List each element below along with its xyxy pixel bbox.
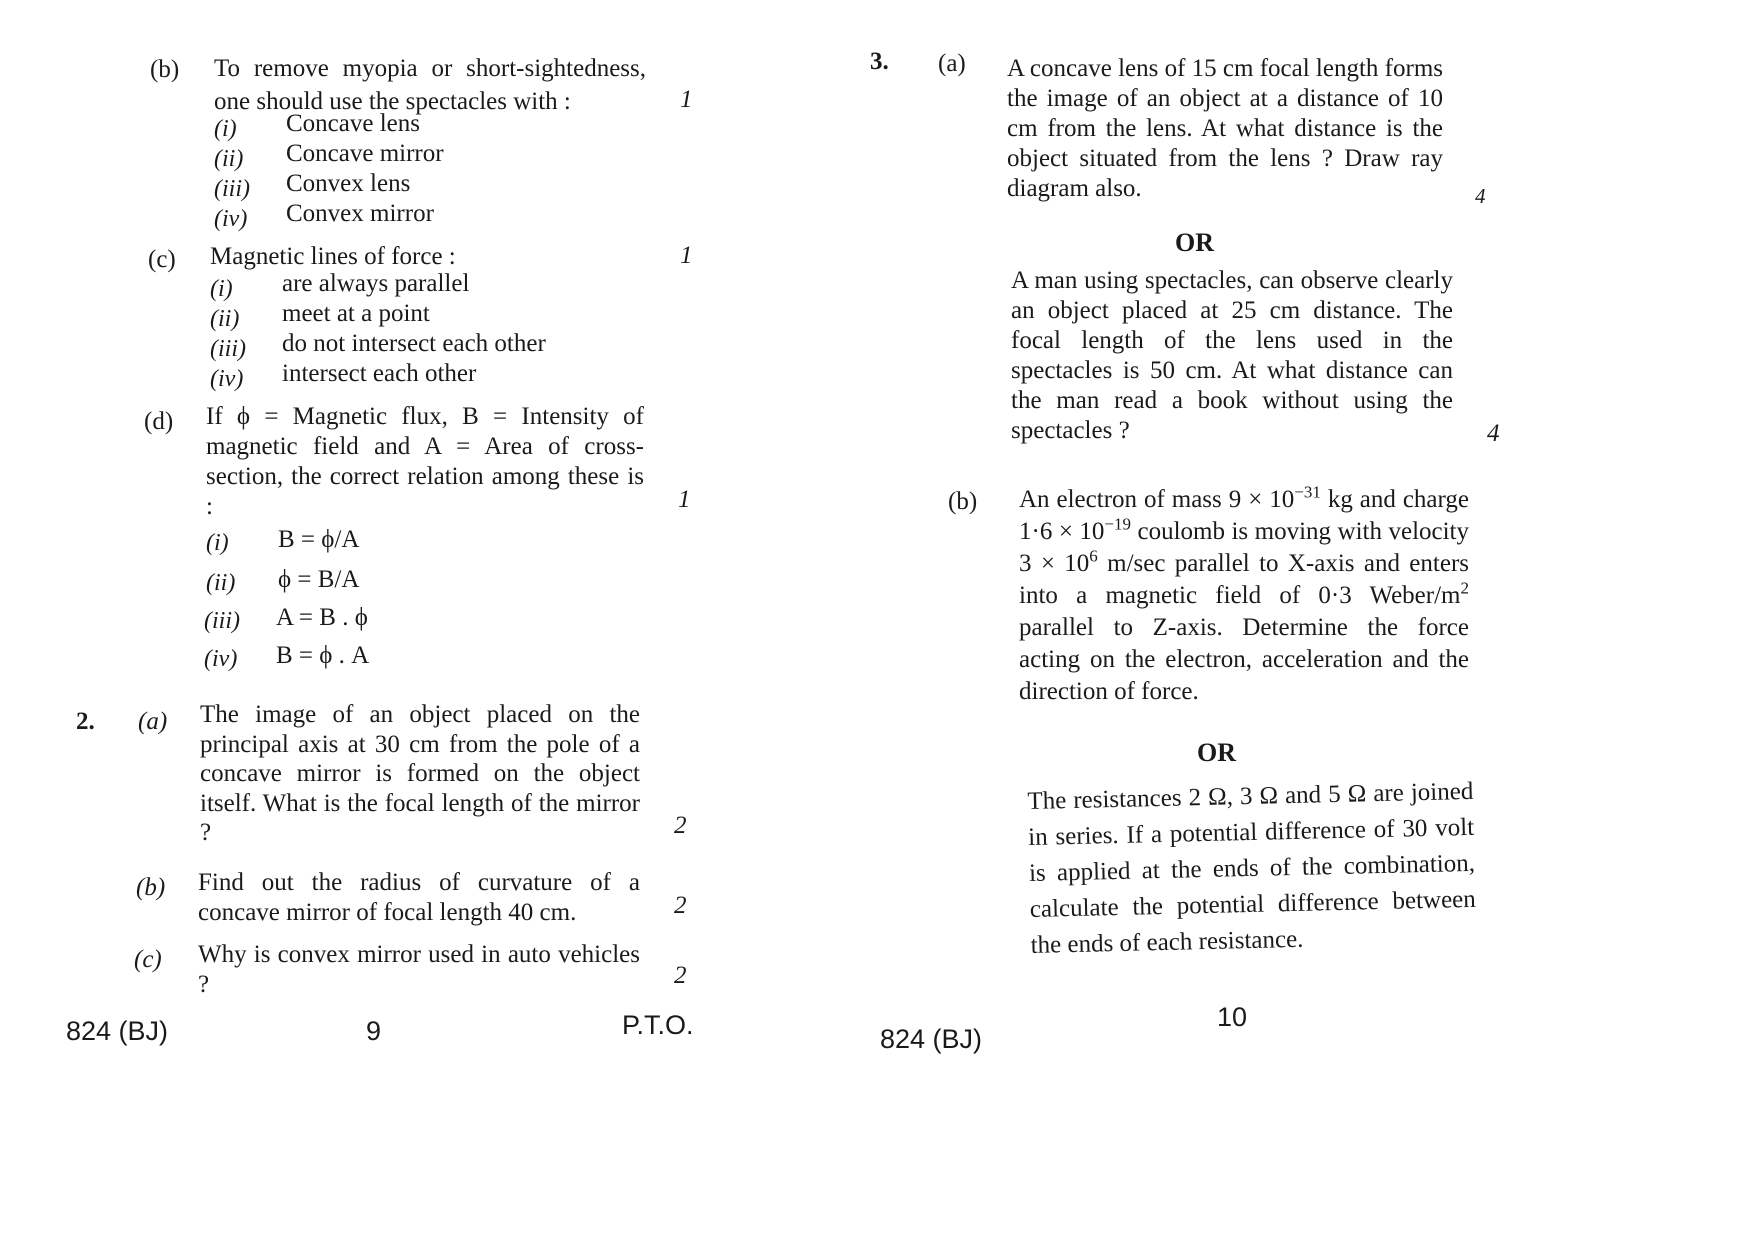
q2a-marks: 2 (674, 812, 687, 839)
q3a-or-heading: OR (1175, 228, 1214, 257)
q3b-text-part: coulomb is moving with velocity 3 × 10 (1019, 518, 1470, 577)
option-label: (iii) (210, 336, 246, 362)
q3b-exponent: 2 (1460, 578, 1469, 598)
option-label: (ii) (210, 306, 240, 332)
q2c-label: (c) (134, 946, 162, 973)
q2b-label: (b) (136, 874, 166, 901)
q1d-label: (d) (144, 408, 174, 435)
q3b-exponent: −31 (1294, 482, 1321, 502)
q1c-marks: 1 (680, 242, 693, 269)
q1d-marks: 1 (678, 486, 691, 513)
option-text: B = ϕ . A (276, 642, 370, 669)
q3b-exponent: 6 (1089, 546, 1098, 566)
option-label: (iv) (204, 646, 238, 672)
q2c-marks: 2 (674, 962, 687, 989)
option-label: (ii) (214, 146, 244, 172)
q3b-label: (b) (948, 488, 978, 515)
q3b-text-part: m/sec parallel to X-axis and enters into a magnetic field of 0·3 Weber/m (1019, 550, 1469, 609)
q3a-alt-marks: 4 (1487, 420, 1500, 447)
q3a-text: A concave lens of 15 cm focal length forms the image of an object at a distance of 10 cm from the lens. At what distance is the object situated from the lens ? Draw ray diagram also. (1007, 55, 1443, 202)
option-text: are always parallel (282, 270, 470, 297)
q1d-text: If ϕ = Magnetic flux, B = Intensity of magnetic field and A = Area of cross-section, the correct relation among these is : (206, 403, 644, 520)
option-label: (iv) (214, 206, 248, 232)
q3b-text-part: parallel to Z-axis. Determine the force acting on the electron, acceleration and the direction of force. (1019, 614, 1469, 705)
option-text: meet at a point (282, 300, 430, 327)
q2c-text: Why is convex mirror used in auto vehicles ? (198, 941, 640, 998)
option-text: intersect each other (282, 360, 477, 387)
option-text: Concave mirror (286, 140, 444, 167)
option-label: (iii) (204, 608, 240, 634)
right-page (870, 0, 1754, 1241)
q2b-text: Find out the radius of curvature of a concave mirror of focal length 40 cm. (198, 869, 640, 926)
q3b-text-part: An electron of mass 9 × 10 (1019, 486, 1295, 513)
option-label: (ii) (206, 570, 236, 596)
q3b-text (1019, 484, 1469, 708)
option-text: do not intersect each other (282, 330, 546, 357)
q3b-exponent: −19 (1104, 514, 1132, 534)
option-text: B = ϕ/A (278, 526, 360, 553)
q3b-alt-text: The resistances 2 Ω, 3 Ω and 5 Ω are joined in series. If a potential difference of 30 volt is applied at the ends of the combination, calculate the potential difference between the ends of each resistance. (1027, 777, 1477, 959)
q3b-or-heading: OR (1197, 738, 1236, 767)
option-label: (i) (210, 276, 233, 302)
option-text: Concave lens (286, 110, 420, 137)
q1b-text: To remove myopia or short-sightedness, one should use the spectacles with : (214, 55, 646, 115)
footer-pto: P.T.O. (622, 1010, 694, 1040)
q2b-marks: 2 (674, 892, 687, 919)
q2a-text: The image of an object placed on the principal axis at 30 cm from the pole of a concave mirror is formed on the object itself. What is the focal length of the mirror ? (200, 701, 640, 846)
option-text: Convex lens (286, 170, 411, 197)
option-label: (i) (214, 116, 237, 142)
option-text: A = B . ϕ (276, 604, 368, 631)
footer-code: 824 (BJ) (66, 1016, 169, 1046)
q3a-label: (a) (938, 50, 966, 77)
option-text: Convex mirror (286, 200, 434, 227)
option-text: ϕ = B/A (278, 566, 360, 593)
q1c-text: Magnetic lines of force : (210, 243, 456, 270)
q2a-label: (a) (138, 708, 168, 735)
q3b-text-part: kg and charge 1·6 × 10 (1019, 486, 1470, 545)
footer-code: 824 (BJ) (880, 1024, 983, 1054)
option-label: (i) (206, 530, 229, 556)
footer-page-number: 10 (1217, 1002, 1248, 1032)
q1b-label: (b) (150, 56, 180, 83)
q1c-label: (c) (148, 246, 176, 273)
q3a-alt-text: A man using spectacles, can observe clearly an object placed at 25 cm distance. The focal length of the lens used in the spectacles is 50 cm. At what distance can the man read a book without using the spectacles ? (1011, 267, 1453, 444)
q1b-marks: 1 (680, 86, 693, 113)
option-label: (iv) (210, 366, 244, 392)
footer-page-number: 9 (366, 1016, 382, 1046)
q3a-marks: 4 (1475, 184, 1486, 208)
q2-number: 2. (76, 708, 95, 735)
option-label: (iii) (214, 176, 250, 202)
q3-number: 3. (870, 48, 889, 75)
